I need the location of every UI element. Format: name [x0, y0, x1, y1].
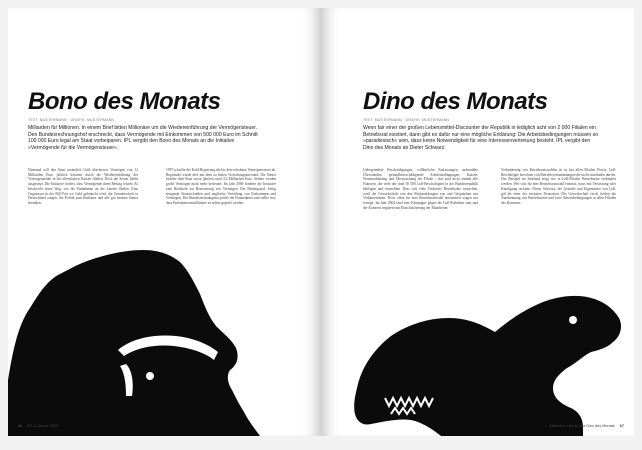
dino-byline: TEXT: MUSTERMANN · GRAFIK: MUSTERMANN [363, 118, 450, 122]
left-footer-text: IPL 1 Januar 2006 [27, 424, 59, 428]
dino-column-1: Unbegründete Beschuldigungen, willkürliche Entlassungen, unbezahlte Überstunden, gesundheitsschädigende Arbeitsbedingungen, Kassen, Warenzuführung und Überwachung der Filiale – das sind nicht einmal alle Faktoren, die viele der rund 50 000 Lidl-Beschäftigten in der Bundesrepublik beklagen und vermelden. Dass sich viele Verkäufer Betriebsräte wünschen, weiß die Gewerkschaft von den Rückmeldungen von und Gesprächen mit Verkäuferinnen. Doch offen für eine Betriebsratswahl einzutreten wagen nur wenige. Im Jahr 2004 fand eine Kampagne gegen die Lidl-Praktiken statt und der Konzern reagierte mit Einschüchterung der Mitarbeiter. [363, 168, 478, 210]
left-page-number: 66 [18, 424, 23, 428]
bono-byline: TEXT: MUSTERMANN · GRAFIK: MUSTERMANN [28, 118, 115, 122]
right-footer-text: Aktuelles » Bono und Dino des Monats [549, 424, 615, 428]
right-page [321, 8, 634, 436]
dino-column-2: Verhinderung von Betriebsratswahlen ist in fast allen Filialen Praxis. Lidl-Beschäftigte berichten von Betriebsversammlungen die nicht stattfinden dürfen. Das Beispiel im Saarland zeigt wie in Lidl-Filialen Betriebsräte verhindert werden. Wer sich für eine Betriebsratswahl einsetzt, muss mit Versetzung oder Kündigung rechnen. Dieter Schwarz, der Gründer und Eigentümer von Lidl, gilt als einer der reichsten Deutschen. Die Gewerkschaft ver.di fordert die Anerkennung von Betriebsräten und faire Arbeitsbedingungen in allen Filialen des Konzerns. [501, 168, 616, 205]
bono-lead: Milliarden für Millionen. In einem Brief bitten Millionäre um die Wiedereinführung der Vermögensteuer. Den Bundesrechnungshof erschreckt, dass Vermögende mit Einkommen von 500 000 Euro im Schnitt 100 000 Euro legal am Staat vorbeiparen. IPL vergibt den Bono des Monats an die Initiative »Vermögende für die Vermögensteuer«. [28, 125, 258, 151]
right-page-number: 67 [619, 424, 624, 428]
dino-title: Dino des Monats [363, 88, 548, 115]
right-footer [549, 424, 624, 428]
bono-column-2: 1997 schaffte die Kohl-Regierung die bis dato erhobene Vermögensteuer ab. Begründet wurde dies mit dem zu hohen Verwaltungsaufwand. Die Steuer brachte dem Staat zuvor jährlich rund 4,6 Milliarden Euro. Seither werden große Vermögen nicht mehr besteuert. Im Jahr 2006 forderte die Initiative eine Rückkehr zur Besteuerung von Vermögen. Der Hintergrund: Stetig steigende Staatsschulden und ungleiche Verteilung von Einkommen und Vermögen. Der Bundesrechnungshof prüfte die Finanzämter und stellte fest, dass Einkommensmillionäre zu selten geprüft werden. [166, 168, 276, 205]
dino-lead: Wenn fair einer der großen Lebensmittel-Discounter der Republik in lediglich acht von 2 000 Filialen ein Betriebsrat existiert, dann gibt es dafür nur eine mögliche Erklärung: Die Arbeitsbedingungen müssen so »paradiesisch« sein, dass keine Notwendigkeit für eine Interessenvertretung besteht. IPL vergibt den Dino des Monats an Dieter Schwarz. [363, 125, 599, 151]
left-page [8, 8, 321, 436]
bono-title: Bono des Monats [28, 88, 221, 115]
dinosaur-silhouette-illustration [321, 238, 634, 436]
magazine-spread [8, 8, 634, 436]
bono-column-1: Niemand will den Staat zusätzlich Geld überlassen. Vermögen von 12 Milliarden Euro jährlich könnten durch die Wiedereinführung der Vermögensteuer in die öffentlichen Kassen fließen. Doch die Steuer bleibt ausgesetzt. Die Initiative fordert, dass Vermögende ihren Beitrag leisten. Es beschreibt einen Weg, wie die Einnahmen an die Länder fließen. Eine Gegenwart in der Bill Fair wo Geld gebraucht wird, die Gemeinschaft in Deutschland sorgen, die Politik zum Rathause und alle gut beraten Steuer bezahlen. [28, 168, 138, 205]
bono-silhouette-illustration [8, 230, 321, 436]
left-footer [18, 424, 58, 428]
